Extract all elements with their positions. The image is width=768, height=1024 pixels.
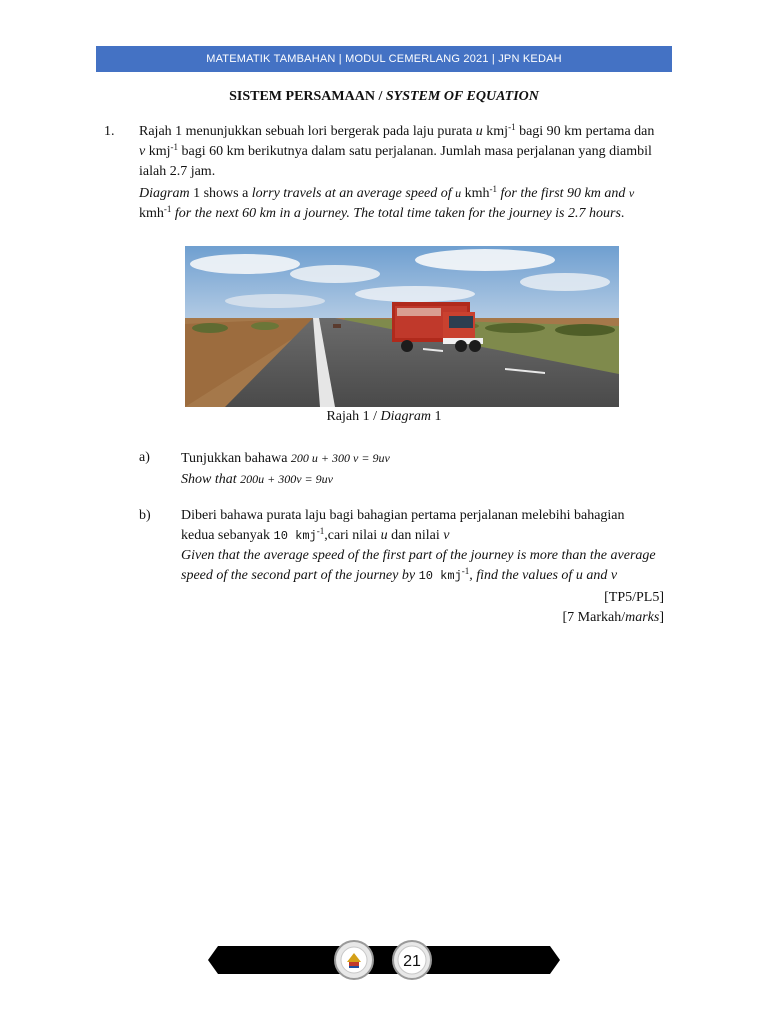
page-header	[96, 46, 672, 72]
caption-italic: Diagram	[380, 409, 432, 424]
title-malay: SISTEM PERSAMAAN /	[229, 89, 383, 104]
part-b-english: speed of the second part of the journey by	[181, 568, 416, 583]
footer-banner	[208, 938, 560, 982]
caption-number: 1	[434, 409, 442, 424]
q-var-u: u	[455, 186, 462, 200]
q-sup: -1	[163, 204, 172, 214]
q-var-v: v	[628, 186, 635, 200]
part-b-text	[181, 506, 671, 586]
caption-malay: Rajah 1 /	[326, 409, 377, 424]
header-text: MATEMATIK TAMBAHAN | MODUL CEMERLANG 2021 | JPN KEDAH	[206, 53, 562, 65]
part-a-text	[181, 448, 671, 490]
marks-italic: marks	[625, 610, 660, 625]
q-unit: kmj	[486, 124, 509, 139]
part-a-english-equation: 200u + 300v = 9uv	[240, 472, 333, 486]
part-b-var-v: v	[443, 528, 450, 543]
marks-note	[563, 610, 665, 626]
q-malay-text: Rajah 1 menunjukkan sebuah lori bergerak pada laju purata	[139, 124, 473, 139]
part-b-malay: kedua sebanyak	[181, 528, 271, 543]
part-b-speed: 10 kmj	[418, 569, 462, 583]
q-malay-text: bagi 60 km berikutnya dalam satu perjalanan. Jumlah masa perjalanan yang diambil	[181, 144, 652, 159]
part-b-english: , find the values of u and v	[469, 568, 618, 583]
page-footer	[208, 938, 560, 982]
q-sup: -1	[508, 122, 516, 132]
part-b-var-u: u	[380, 528, 388, 543]
q-eng-text: 1 shows a	[193, 186, 249, 201]
q-unit: kmj	[148, 144, 171, 159]
q-eng-text: lorry travels at an average speed of	[251, 186, 452, 201]
marks-text: ]	[659, 610, 664, 625]
lorry-on-road-image	[185, 246, 619, 407]
q-eng-text: for the next 60 km in a journey. The total time taken for the journey is 2.7 hours	[174, 206, 621, 221]
part-b-malay: ,cari nilai	[324, 528, 378, 543]
part-b-label: b)	[139, 508, 151, 523]
part-b-english: Given that the average speed of the first part of the journey is more than the average	[181, 548, 656, 563]
lorry-photo	[185, 246, 619, 407]
q-var-v: v	[139, 144, 146, 159]
q-malay-text: ialah 2.7 jam.	[139, 164, 216, 179]
question-number: 1.	[104, 124, 115, 139]
part-a-label: a)	[139, 450, 150, 465]
part-a-malay: Tunjukkan bahawa	[181, 451, 288, 466]
question-text-english	[139, 183, 674, 224]
part-b-malay: dan nilai	[391, 528, 440, 543]
q-eng-diagram: Diagram	[139, 186, 190, 201]
q-eng-text: .	[620, 206, 625, 221]
q-var-u: u	[475, 124, 483, 139]
q-unit: kmh	[139, 206, 164, 221]
q-malay-text: bagi 90 km pertama dan	[519, 124, 655, 139]
part-a-malay-equation: 200 u + 300 v = 9uv	[290, 451, 390, 465]
page-number: 21	[403, 953, 421, 970]
q-sup: -1	[170, 142, 178, 152]
part-b-malay: Diberi bahawa purata laju bagi bahagian pertama perjalanan melebihi bahagian	[181, 508, 625, 523]
section-title	[96, 89, 672, 105]
part-b-sup: -1	[461, 566, 470, 576]
title-english: SYSTEM OF EQUATION	[385, 89, 539, 104]
q-unit: kmh	[464, 186, 490, 201]
q-eng-text: for the first 90 km and	[500, 186, 626, 201]
marks-text: [7 Markah/	[562, 610, 626, 625]
figure-caption	[96, 409, 672, 425]
tp-level: [TP5/PL5]	[604, 590, 664, 605]
part-a-english: Show that	[181, 472, 237, 487]
question-text-malay	[139, 122, 674, 182]
part-b-speed: 10 kmj	[273, 529, 317, 543]
part-b-sup: -1	[316, 526, 325, 536]
q-sup: -1	[489, 184, 498, 194]
